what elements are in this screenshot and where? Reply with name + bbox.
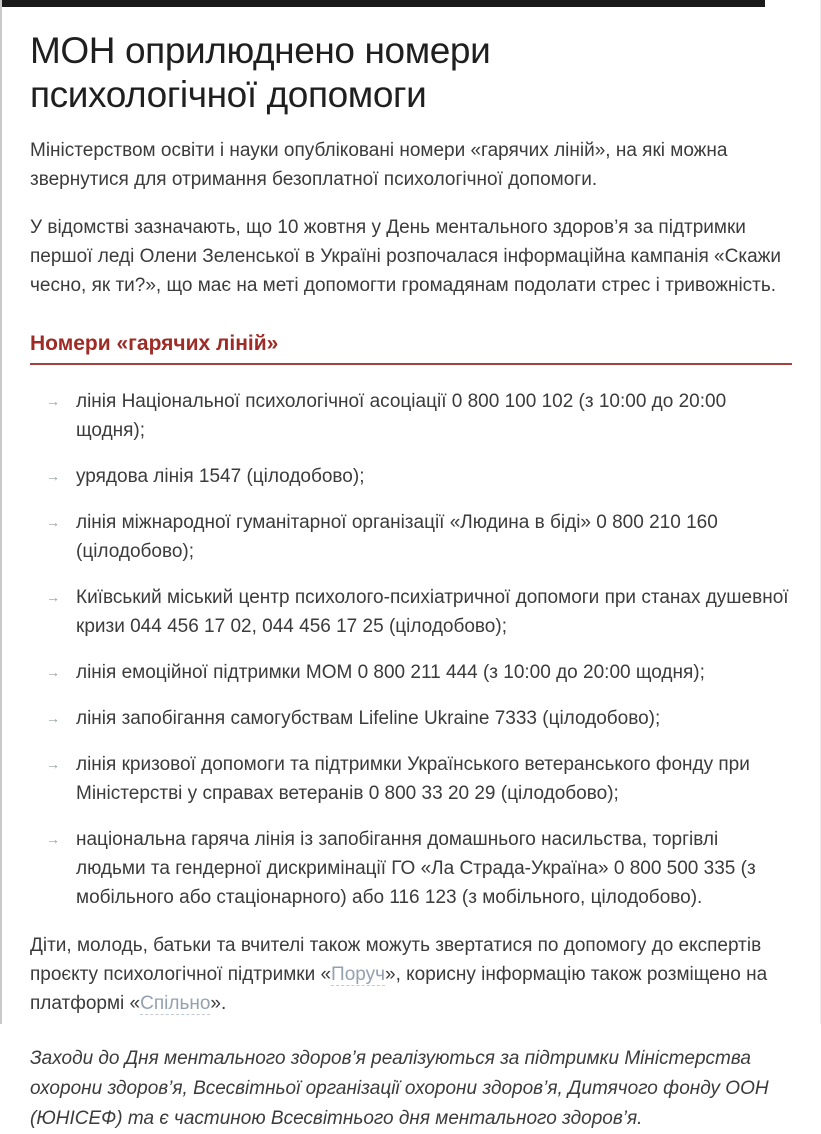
- list-item: [46, 462, 792, 491]
- arrow-bullet-icon: →: [46, 393, 60, 409]
- arrow-bullet-icon: →: [46, 710, 60, 726]
- hotline-item-text: лінія міжнародної гуманітарної організації «Людина в біді» 0 800 210 160 (цілодобово);: [76, 512, 718, 562]
- arrow-bullet-icon: →: [46, 756, 60, 772]
- list-item: [46, 387, 792, 445]
- hotline-item-text: лінія емоційної підтримки МОМ 0 800 211 444 (з 10:00 до 20:00 щодня);: [76, 662, 705, 683]
- outro-text-1: Діти, молодь, батьки та вчителі також можуть звертатися по допомогу до експертів проєкту психологічної підтримки «: [30, 935, 762, 985]
- arrow-bullet-icon: →: [46, 589, 60, 605]
- outro-text-3: ».: [210, 993, 227, 1014]
- arrow-bullet-icon: →: [46, 514, 60, 530]
- poruch-link[interactable]: Поруч: [331, 964, 386, 985]
- article-content: [2, 7, 820, 1134]
- top-bar: [2, 0, 765, 7]
- hotline-item-text: лінія Національної психологічної асоціації 0 800 100 102 (з 10:00 до 20:00 щодня);: [76, 391, 727, 441]
- section-heading: Номери «гарячих ліній»: [30, 332, 279, 355]
- section-divider: [30, 363, 792, 365]
- outro-text-2: », корисну інформацію також розміщено на платформі «: [30, 964, 768, 1014]
- list-item: [46, 583, 792, 641]
- list-item: [46, 704, 792, 733]
- page-title: МОН оприлюднено номери психологічної допомоги: [30, 30, 491, 115]
- hotline-item-text: Київський міський центр психолого-психіатричної допомоги при станах душевної кризи 044 456 17 02, 044 456 17 25 (цілодобово);: [76, 587, 789, 637]
- list-item: [46, 508, 792, 566]
- arrow-bullet-icon: →: [46, 468, 60, 484]
- hotline-item-text: урядова лінія 1547 (цілодобово);: [76, 466, 365, 487]
- hotline-list: [30, 387, 792, 912]
- hotline-item-text: лінія кризової допомоги та підтримки Українського ветеранського фонду при Міністерстві у справах ветеранів 0 800 33 20 29 (цілодобово);: [76, 754, 750, 804]
- hotline-item-text: національна гаряча лінія із запобігання домашнього насильства, торгівлі людьми та гендерної дискримінації ГО «Ла Страда-Україна» 0 800 500 335 (з мобільного або стаціонарного) або 116 123 (з мобільного, цілодобово).: [76, 829, 756, 908]
- intro-paragraph-1: Міністерством освіти і науки опубліковані номери «гарячих ліній», на які можна звернутися для отримання безоплатної психологічної допомоги.: [30, 140, 728, 190]
- list-item: [46, 825, 792, 912]
- spilno-link[interactable]: Спільно: [140, 993, 211, 1014]
- footer-note: Заходи до Дня ментального здоров’я реалізуються за підтримки Міністерства охорони здоров’я, Всесвітньої організації охорони здоров’я, Дитячого фонду ООН (ЮНІСЕФ) та є частиною Всесвітнього дня ментального здоров’я.: [30, 1048, 769, 1129]
- outro-paragraph: [30, 931, 792, 1018]
- list-item: [46, 658, 792, 687]
- arrow-bullet-icon: →: [46, 831, 60, 847]
- arrow-bullet-icon: →: [46, 664, 60, 680]
- hotline-item-text: лінія запобігання самогубствам Lifeline Ukraine 7333 (цілодобово);: [76, 708, 661, 729]
- intro-paragraph-2: У відомстві зазначають, що 10 жовтня у День ментального здоров’я за підтримки першої леді Олени Зеленської в Україні розпочалася інформаційна кампанія «Скажи чесно, як ти?», що має на меті допомогти громадянам подолати стрес і тривожність.: [30, 217, 781, 296]
- list-item: [46, 750, 792, 808]
